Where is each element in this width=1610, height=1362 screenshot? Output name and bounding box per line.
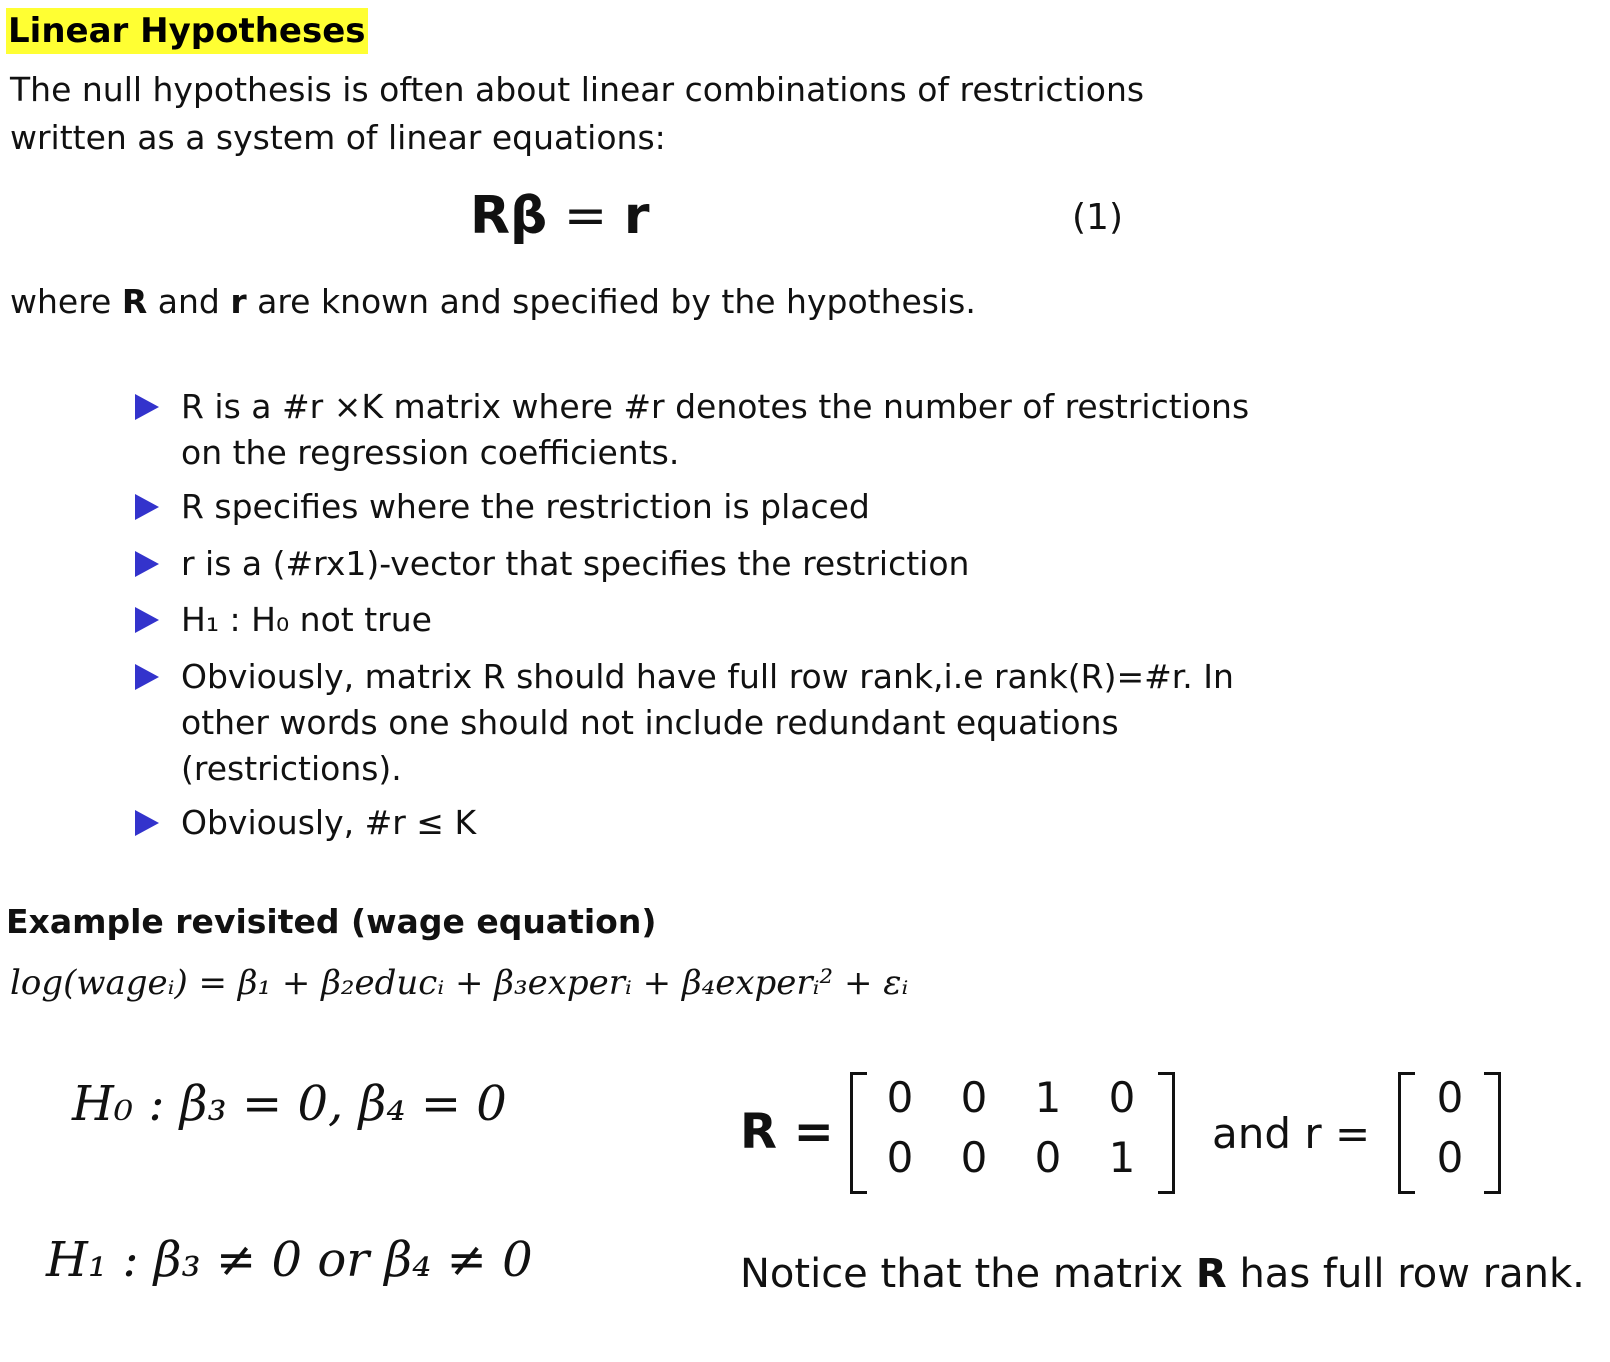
page-title: Linear Hypotheses xyxy=(6,8,368,54)
bullet-line: other words one should not include redundant equations xyxy=(181,703,1119,742)
matrix-cell: 0 xyxy=(886,1133,914,1182)
wage-equation: log(wageᵢ) = β₁ + β₂educᵢ + β₃experᵢ + β₄experᵢ² + εᵢ xyxy=(10,963,909,1003)
bullet-line: R specifies where the restriction is placed xyxy=(181,487,870,526)
bullet-triangle-icon xyxy=(135,607,159,633)
notice-R: R xyxy=(1195,1251,1227,1297)
bullet-triangle-icon xyxy=(135,494,159,520)
right-bracket-icon xyxy=(1158,1072,1175,1194)
matrix-cell: 1 xyxy=(1034,1073,1062,1122)
bullet-line: Obviously, #r ≤ K xyxy=(181,803,477,842)
bullet-line: (restrictions). xyxy=(181,749,402,788)
bullet-triangle-icon xyxy=(135,664,159,690)
null-hypothesis: H₀ : β₃ = 0, β₄ = 0 xyxy=(72,1076,507,1132)
where-pre: where xyxy=(10,282,122,321)
intro-text xyxy=(10,66,1144,162)
where-text xyxy=(10,280,976,324)
bullet-line: Obviously, matrix R should have full row rank,i.e rank(R)=#r. In xyxy=(181,657,1234,696)
where-r: r xyxy=(230,282,247,321)
equation-rhs: r xyxy=(623,186,650,246)
equation-lhs: Rβ xyxy=(470,186,548,246)
matrix-cell: 0 xyxy=(1034,1133,1062,1182)
example-title: Example revisited (wage equation) xyxy=(6,902,657,941)
matrix-cell: 1 xyxy=(1108,1133,1136,1182)
where-post: are known and specified by the hypothesis. xyxy=(246,282,976,321)
bullet-line: R is a #r ×K matrix where #r denotes the number of restrictions xyxy=(181,387,1250,426)
alternative-hypothesis: H₁ : β₃ ≠ 0 or β₄ ≠ 0 xyxy=(46,1232,533,1288)
bullet-triangle-icon xyxy=(135,394,159,420)
right-bracket-icon xyxy=(1484,1072,1501,1194)
notice-post: has full row rank. xyxy=(1226,1251,1585,1297)
left-bracket-icon xyxy=(1398,1072,1415,1194)
bullet-line: H₁ : H₀ not true xyxy=(181,600,432,639)
equation-1 xyxy=(470,184,650,248)
equals-sign: = xyxy=(563,186,624,246)
notice-text xyxy=(740,1248,1585,1300)
intro-line-2: written as a system of linear equations: xyxy=(10,118,666,157)
bullet-triangle-icon xyxy=(135,551,159,577)
matrix-R-label: R = xyxy=(740,1104,834,1160)
bullet-line: on the regression coefficients. xyxy=(181,433,680,472)
where-R: R xyxy=(121,282,148,321)
left-bracket-icon xyxy=(850,1072,867,1194)
vector-cell: 0 xyxy=(1436,1133,1464,1182)
matrix-cell: 0 xyxy=(1108,1073,1136,1122)
equation-number: (1) xyxy=(1072,197,1123,238)
where-mid: and xyxy=(147,282,231,321)
notice-pre: Notice that the matrix xyxy=(740,1251,1196,1297)
bullet-triangle-icon xyxy=(135,810,159,836)
matrix-cell: 0 xyxy=(886,1073,914,1122)
matrix-cell: 0 xyxy=(960,1073,988,1122)
and-r-label: and r = xyxy=(1212,1109,1371,1158)
matrix-cell: 0 xyxy=(960,1133,988,1182)
restriction-matrices xyxy=(740,1068,1580,1194)
vector-cell: 0 xyxy=(1436,1073,1464,1122)
bullet-line: r is a (#rx1)-vector that specifies the restriction xyxy=(181,544,970,583)
intro-line-1: The null hypothesis is often about linear combinations of restrictions xyxy=(10,70,1145,109)
